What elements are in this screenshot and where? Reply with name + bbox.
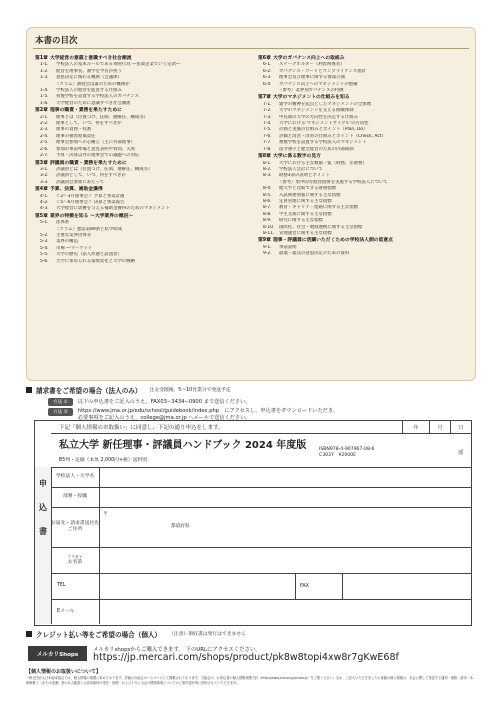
card-order-title: クレジット払い等をご希望の場合（個人）	[36, 630, 162, 639]
toc-text: 理事とは（位置づけ、任期、選解任、構成等）	[56, 114, 149, 120]
toc-text: 財務3表の説明とポイント	[279, 173, 331, 179]
toc-panel	[26, 27, 476, 381]
department-label: 部署・役職	[51, 487, 100, 507]
side-char-3: 書	[39, 527, 47, 536]
toc-text: ＜5〜6月理事会＞ 決算と事業報告	[56, 199, 125, 205]
toc-text: 理事の責務・役割	[56, 127, 92, 133]
toc-number: 8-2.	[263, 166, 272, 172]
privacy-heading: 【個人情報のお取扱いについて】	[26, 669, 101, 675]
toc-number: 2-6.	[40, 146, 49, 152]
toc-number: 5-2.	[40, 232, 49, 238]
furigana-label: フリガナ	[67, 554, 83, 559]
method-2-email-text[interactable]: 必要事項をご記入のうえ、college@jma.or.jp へメールで送信ください。	[77, 414, 251, 421]
toc-number: 3-1.	[40, 166, 49, 172]
toc-text: 大学における'マネジメントサイクル'の方向性	[279, 121, 369, 127]
toc-number: 1-2.	[40, 68, 49, 74]
day-field[interactable]: 日	[450, 421, 471, 433]
toc-number: 9-2.	[263, 251, 272, 257]
side-char-2: 込	[39, 503, 47, 512]
toc-number: 7-6.	[263, 133, 272, 139]
name-row[interactable]	[51, 547, 471, 574]
toc-chapter	[258, 94, 470, 101]
receipt-note: （注意）領収書は発行はできません	[169, 632, 246, 637]
toc-number: 5-1.	[40, 220, 49, 226]
toc-text: 計画と実施の仕組みとポイント（Plan, Do）	[279, 127, 368, 133]
toc-text: 理事の損害賠償責任	[56, 133, 96, 139]
toc-number: 4-1.	[40, 193, 49, 199]
toc-number: 2-4.	[40, 133, 49, 139]
toc-text: 学生支援に関する主な指標	[279, 211, 332, 217]
toc-text: 大学経営に影響を与える補助金獲得のためのマネジメント	[56, 206, 171, 212]
toc-section	[35, 259, 247, 265]
toc-text: 理事会参加への心構え（主に外部理事）	[56, 140, 136, 146]
mercari-text: メルカリshopsからご購入できます。 下のURLにアクセスください。	[93, 647, 261, 653]
toc-text: 意思決定に関わる機関（会議体）	[56, 75, 122, 81]
mercari-shops-button[interactable]: メルカリShops	[28, 646, 87, 661]
toc-chapter	[258, 153, 470, 160]
toc-number: 第1章	[35, 56, 48, 61]
year-field[interactable]: 年	[402, 421, 429, 433]
address-label: お届先・請求書送付先ご住所	[51, 507, 100, 547]
isbn: ISBN978-4-907967-08-6	[319, 447, 375, 452]
side-char-1: 申	[39, 479, 47, 488]
toc-text: 理事として、いつ、何をすべきか	[56, 121, 122, 127]
toc-text: 経営を理事長、教学を学長が担う	[56, 68, 122, 74]
toc-column-left	[35, 55, 247, 265]
toc-number: 7-1.	[263, 101, 272, 107]
toc-number: 7-3.	[263, 114, 272, 120]
method-2-label: 方法 ②	[48, 408, 73, 416]
toc-text: 大学の歴史（法人形態と設置者）	[56, 252, 122, 258]
book-title: 私立大学 新任理事・評議員ハンドブック 2024 年度版	[59, 440, 307, 451]
fax-label: FAX	[295, 573, 343, 599]
toc-number: 2-7.	[40, 153, 49, 159]
toc-text: 理事会及び理事に関する情報公開	[279, 75, 345, 81]
toc-text: 事前説明	[279, 244, 297, 250]
toc-number: 4-3.	[40, 206, 49, 212]
toc-text: 学校法人会計について	[279, 166, 323, 172]
toc-text: 法体系	[56, 220, 70, 226]
toc-divider	[33, 48, 469, 49]
toc-number: 3-2.	[40, 173, 49, 179]
toc-text: 学校法人の基本ルールである寄附行為 ―民間企業でいう定款―	[56, 62, 181, 68]
toc-number: 第5章	[35, 213, 48, 219]
toc-number: 3-3.	[40, 179, 49, 185]
name-label-block	[51, 547, 100, 573]
toc-text: 大学経営の意義と意識すべき社会潮流	[50, 56, 132, 61]
toc-text: 〈参考〉業界別ガバナンスの特徴	[278, 88, 344, 94]
toc-number: 6-1.	[263, 62, 272, 68]
phone-row[interactable]	[51, 573, 471, 600]
method-1-label: 方法 ①	[48, 398, 73, 406]
toc-text: 学校法人の経営を監査する仕組み	[56, 88, 122, 94]
toc-chapter	[35, 160, 247, 167]
method-1-text: 以下の申込書をご記入のうえ、FAX03−3434−0900 まで送信ください。	[77, 399, 251, 405]
toc-number: 8-1.	[263, 160, 272, 166]
toc-number: 5-6.	[40, 258, 49, 264]
guidebook-url-link[interactable]: https://www.jma.or.jp/edu/school/guidebook/index.php にアクセスし、申込書をダウンロードいただき、	[77, 408, 339, 414]
toc-number: 6-3.	[263, 75, 272, 81]
book-price: B5判・定価（本体 2,000円+税）送料別	[59, 458, 147, 463]
order-form	[34, 420, 472, 626]
toc-number: 7-5.	[263, 127, 272, 133]
toc-text: 評議員とは（位置づけ、任期、選解任、構成等）	[56, 166, 153, 172]
toc-number: 6-4.	[263, 81, 272, 87]
square-bullet-icon	[26, 387, 32, 393]
toc-number: 6-2.	[263, 68, 272, 74]
toc-text: 最適・最良の意思決定のための資料	[279, 251, 350, 257]
card-order-heading	[26, 628, 474, 639]
toc-number: 第6章	[258, 56, 271, 61]
department-row[interactable]	[51, 487, 471, 508]
toc-text: 予算、決算、補助金獲得	[50, 187, 103, 193]
toc-text: 入試関連情報に関する主な指標	[279, 192, 341, 198]
toc-text: 定員管理に関する主な指標	[279, 198, 332, 204]
toc-number: 1-6.	[40, 100, 49, 106]
toc-number: 第7章	[258, 95, 271, 101]
toc-number: 7-4.	[263, 121, 272, 127]
toc-text: 我慢学校を設置する学校法人のガバナンス	[56, 94, 140, 100]
toc-text: 〈コラム〉教授会は誰のための機関か	[55, 81, 130, 87]
prefecture-label: 都道府県	[171, 524, 190, 529]
toc-text: 大学経営のために意識すべき社会潮流	[56, 100, 131, 106]
toc-text: 大学のマネジメントを支える組織体制	[279, 108, 354, 114]
address-row[interactable]	[51, 507, 471, 548]
toc-text: 教育・キャリア・進路に関する主な指標	[279, 205, 359, 211]
toc-number: 1-1.	[40, 62, 49, 68]
email-row[interactable]	[51, 599, 471, 624]
square-bullet-icon	[26, 631, 32, 637]
toc-number: 8-11.	[263, 230, 275, 236]
toc-text: 主要な業界団体等	[56, 232, 92, 238]
toc-number: 1-3.	[40, 75, 49, 81]
toc-text: 業界の構造	[56, 239, 78, 245]
toc-number: 8-3.	[263, 173, 272, 179]
toc-text: 法令遵守と健全経営のための内部統制	[279, 146, 354, 152]
toc-text: ステークホルダー（利害関係者）	[279, 62, 345, 68]
toc-number: 1-4.	[40, 88, 49, 94]
toc-text: 大学のマネジメントの仕組みを知る	[273, 95, 350, 101]
corporate-order-heading	[26, 384, 474, 395]
toc-text: ガバナンス向上へのマネジメントの整備	[279, 81, 358, 87]
toc-chapter	[258, 237, 470, 244]
book-row	[51, 433, 471, 468]
toc-section	[258, 251, 470, 257]
toc-text: 理事・評議員に活躍いただくための学校法人側の留意点	[273, 238, 393, 244]
toc-number: 8-4.	[263, 186, 272, 192]
toc-number: 2-1.	[40, 114, 49, 120]
toc-number: 8-6.	[263, 198, 272, 204]
toc-number: 5-5.	[40, 252, 49, 258]
toc-number: 2-2.	[40, 121, 49, 127]
mercari-url-link[interactable]: https://jp.mercari.com/shops/product/pk8w8topi4xw8r7gKwE68f	[93, 652, 399, 663]
email-label: Eメール	[51, 599, 100, 624]
toc-text: 大学における主な数値一覧（財務、非財務）	[279, 160, 367, 166]
toc-text: ガバナンス・コードとコンプライアンス指針	[279, 68, 366, 74]
toc-column-right	[258, 55, 470, 258]
school-name-label: 学校法人・大学名	[51, 467, 100, 487]
corporate-order-title: 請求書をご希望の場合（法人のみ）	[36, 386, 142, 395]
toc-number: 8-9.	[263, 218, 272, 224]
month-field[interactable]: 月	[429, 421, 450, 433]
toc-number: 第2章	[35, 108, 48, 114]
method-1	[48, 398, 250, 406]
toc-text: 評価と改善・改革の仕組みとポイント（Check, Act）	[279, 133, 386, 139]
toc-text: 大学のガバナンス向上への取組み	[273, 56, 345, 61]
toc-text: 〈参考〉集中的な経営指導を実施する学校法人について	[278, 179, 388, 185]
toc-number: 8-10.	[263, 224, 275, 230]
consent-text: 下記「個人情報のお取扱い」に同意し、下記の通り申込をします。	[59, 425, 224, 431]
toc-number: 第9章	[258, 238, 271, 244]
toc-text: 建学の精神を起点としたマネジメントの全体像	[279, 101, 372, 107]
toc-text: 管理運営に関する主な指標	[279, 230, 332, 236]
toc-title: 本書の目次	[35, 36, 78, 46]
toc-text: ＜2〜3月理事会＞ 予算と事業計画	[56, 193, 125, 199]
copies-field[interactable]: 部	[457, 450, 463, 456]
toc-number: 8-8.	[263, 211, 272, 217]
toc-number: 第4章	[35, 187, 48, 193]
toc-text: 業界の特徴を知る 〜大学業界の概況〜	[50, 213, 134, 219]
privacy-text: 一般社団法人日本能率協会では、個人情報の保護に努めております。詳細は当協会ホームページにて掲載されております。当協会は、お申込者の個人情報保護方針（http://www.jma.or.jp/privacy/）をご覧ください。なお、ご記入いただきましたお客様の個人情報は、本会に関して発送する通知・連絡・請求・本研修修了（または受講）者の本人確認と公認用資料の受付・管理・および十分に当会の関連事業についてのご案内送付等に使用させていただきます。	[26, 676, 474, 685]
shipping-note: 注文受理後、5〜10営業日で発送予定	[149, 388, 231, 393]
toc-number: 1-5.	[40, 94, 49, 100]
toc-text: 他大学と比較できる財務指標	[279, 186, 337, 192]
toc-number: 5-4.	[40, 245, 49, 251]
toc-number: 4-2.	[40, 199, 49, 205]
isbn-block	[319, 447, 374, 459]
toc-text: 評議員会参加にあたって	[56, 179, 105, 185]
toc-chapter	[35, 55, 247, 62]
toc-number: 5-3.	[40, 239, 49, 245]
classification-code: C3037 ¥2000E	[319, 453, 357, 458]
toc-number: 7-2.	[263, 108, 272, 114]
toc-number: 8-7.	[263, 205, 272, 211]
toc-number: 8-5.	[263, 192, 272, 198]
toc-text: 市場 ―マーケット	[56, 245, 93, 251]
toc-text: 中長期の大学の方向性を決定する仕組み	[279, 114, 359, 120]
form-side-label	[35, 467, 52, 624]
toc-text: 予算・決算以外の理事会での議題への対応	[56, 153, 140, 159]
toc-text: 国際化、社会・地域連携に関する主な指標	[279, 224, 363, 230]
postal-mark: 〒	[103, 512, 108, 517]
toc-number: 第3章	[35, 160, 48, 166]
toc-text: 大学に求められる環境変化と大学の戦略	[56, 258, 136, 264]
toc-text: 参加の事前準備と意見表明や質問、欠席	[56, 146, 136, 152]
toc-text: 評議員として、いつ、何をすべきか	[56, 173, 126, 179]
toc-text: 〈コラム〉憲法第89条と私学助成	[55, 226, 123, 232]
toc-chapter	[35, 213, 247, 220]
toc-number: 7-7.	[263, 140, 272, 146]
school-name-row[interactable]	[51, 467, 471, 488]
toc-number: 9-1.	[263, 244, 272, 250]
toc-number: 2-5.	[40, 140, 49, 146]
toc-text: 複数学校を設置する学校法人のマネジメント	[279, 140, 367, 146]
toc-number: 2-3.	[40, 127, 49, 133]
toc-text: 理事の職責・責務を果たすために	[50, 108, 122, 114]
toc-chapter	[35, 186, 247, 193]
toc-text: 研究に関する主な指標	[279, 218, 323, 224]
toc-text: 評議員の職責・責務を果たすために	[50, 160, 127, 166]
tel-label: TEL	[51, 573, 100, 599]
toc-number: 第8章	[258, 154, 271, 160]
name-label: お名前	[67, 560, 83, 565]
toc-chapter	[258, 55, 470, 62]
toc-number: 7-8.	[263, 146, 272, 152]
toc-chapter	[35, 107, 247, 114]
toc-text: 大学に係る数字の見方	[273, 154, 321, 160]
